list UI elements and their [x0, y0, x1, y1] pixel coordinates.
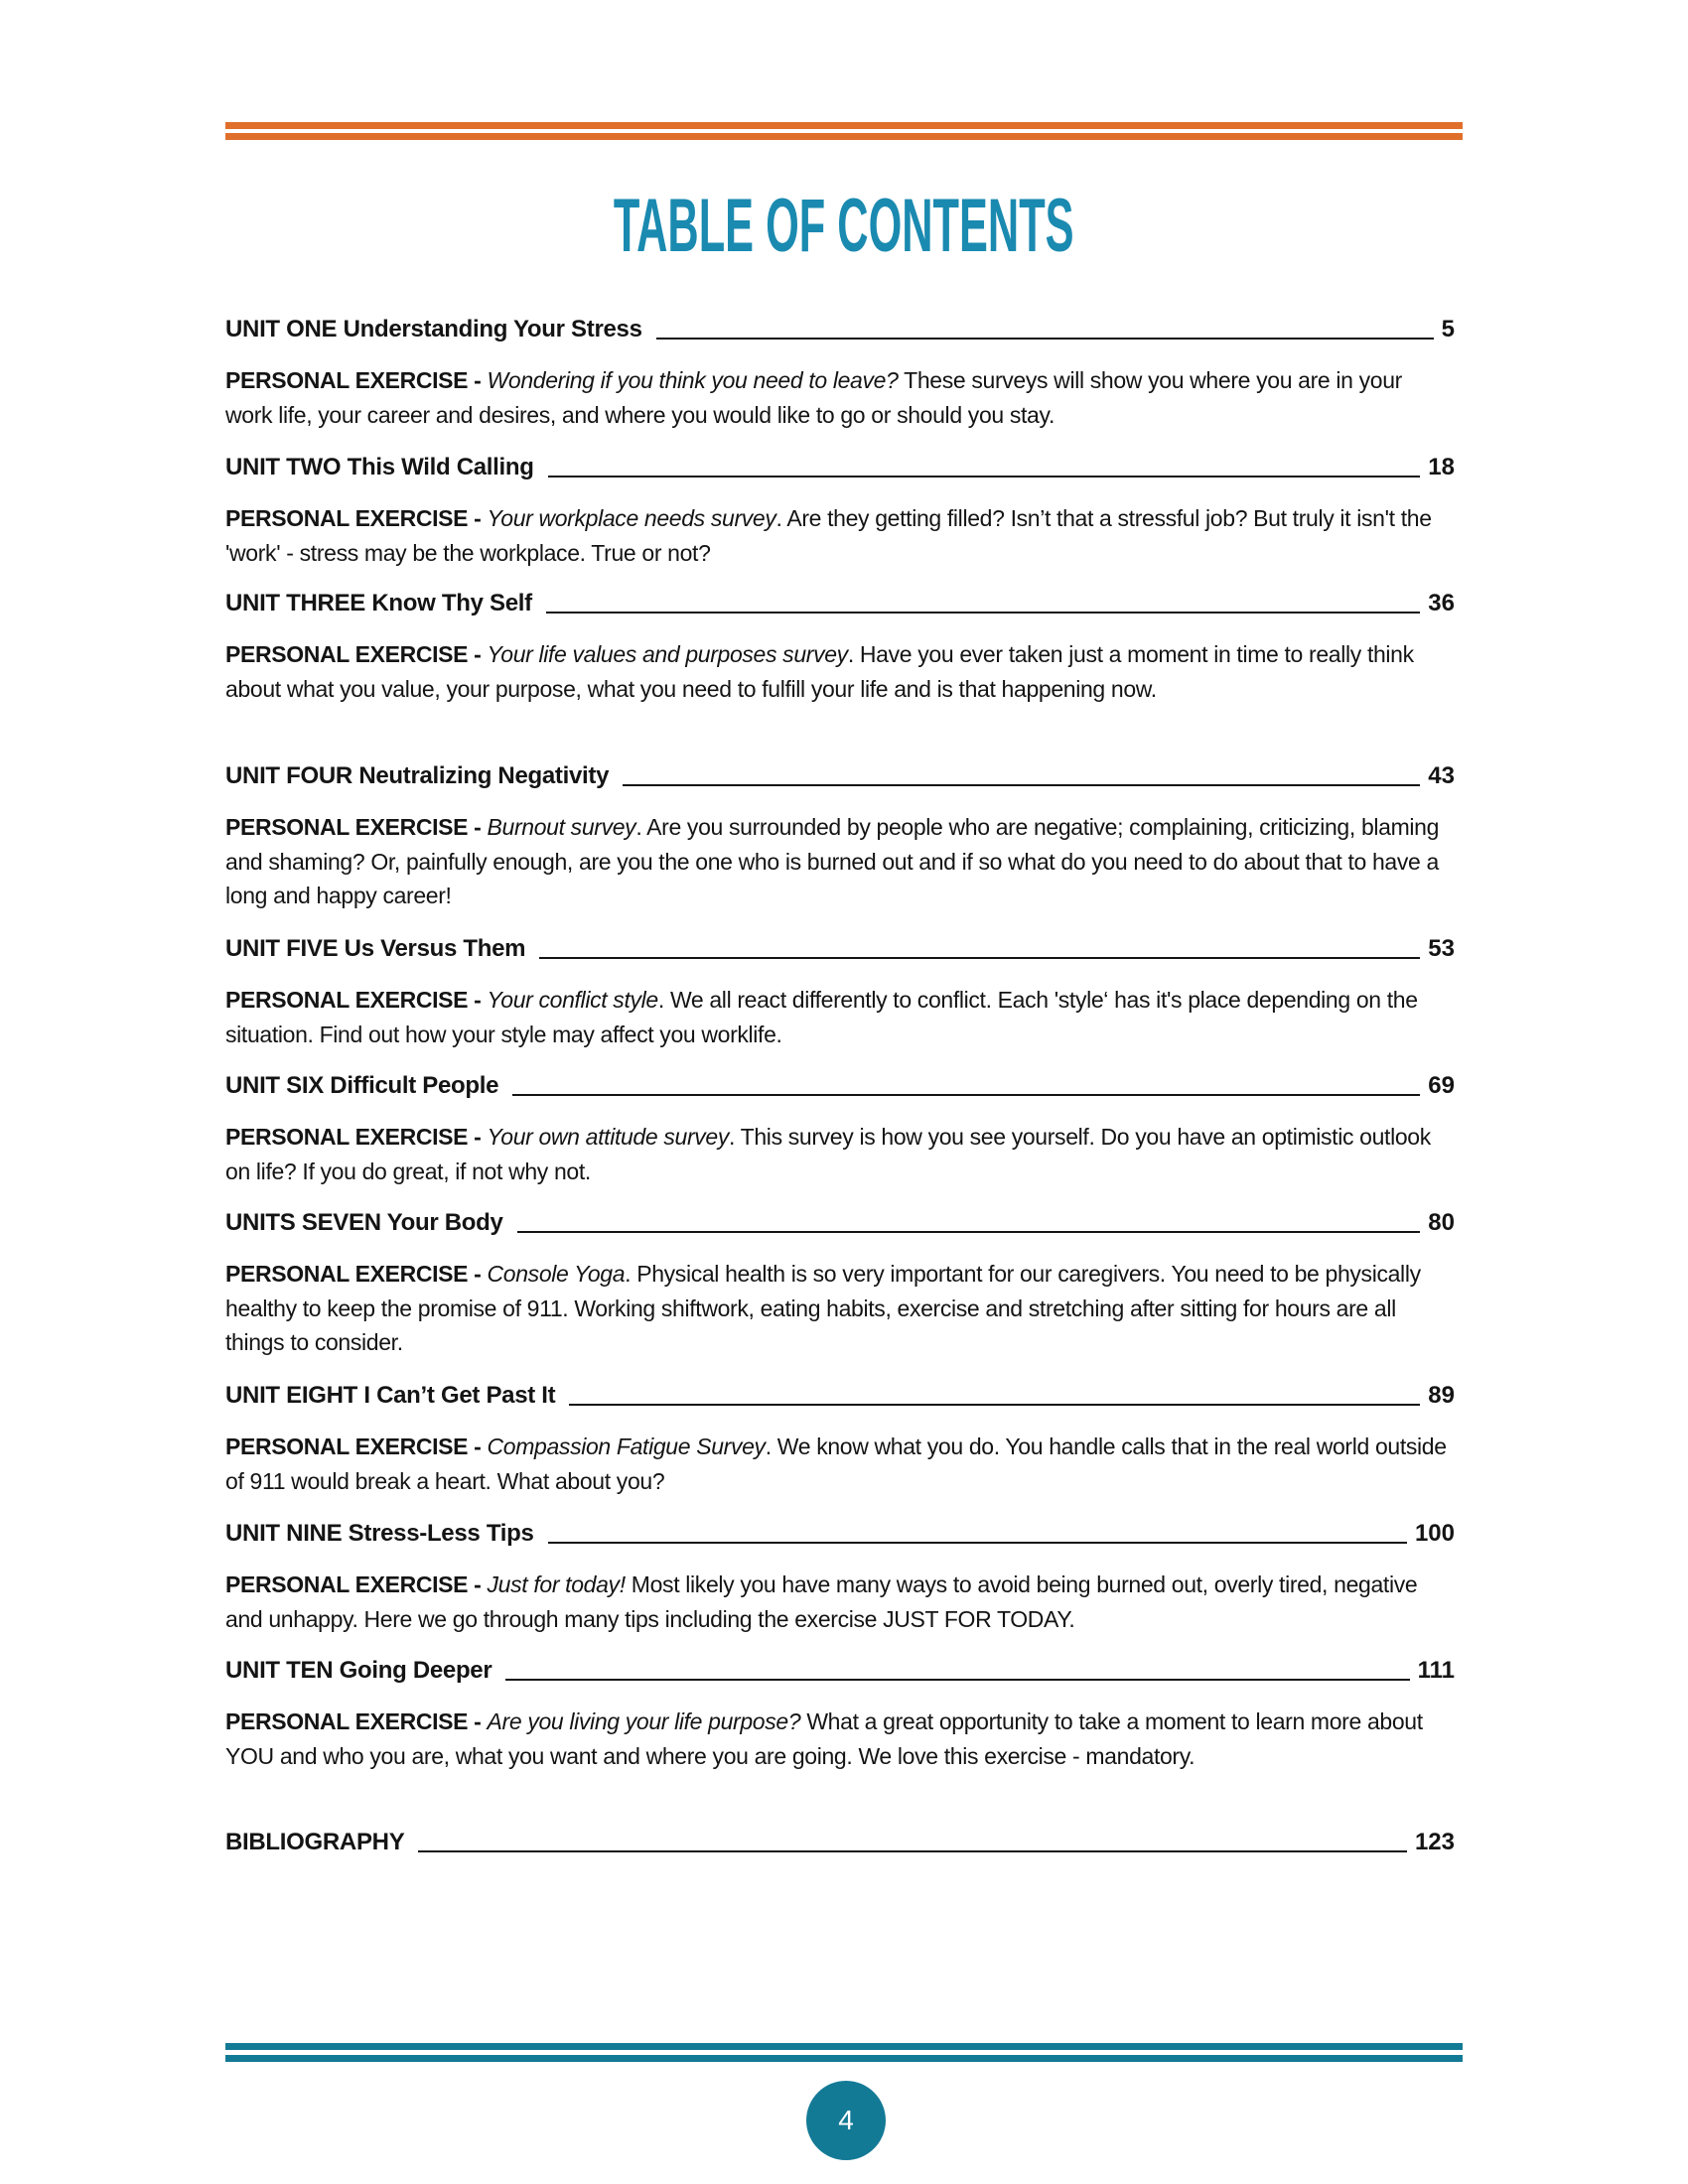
exercise-text: These surveys will show you where you are in your work life, your career and desires, and where you would like to go or should you stay. [225, 367, 1402, 428]
exercise-title: Your own attitude survey [487, 1124, 729, 1150]
toc-exercise-description [225, 1705, 1455, 1773]
toc-exercise-description [225, 1568, 1455, 1636]
toc-leader-line [517, 1231, 1421, 1233]
exercise-label: PERSONAL EXERCISE - [225, 1708, 488, 1734]
toc-page-number: 18 [1428, 454, 1455, 480]
toc-leader-line [656, 338, 1434, 340]
exercise-label: PERSONAL EXERCISE - [225, 1571, 488, 1597]
exercise-label: PERSONAL EXERCISE - [225, 505, 488, 531]
toc-exercise-description [225, 1430, 1455, 1498]
toc-entry [225, 1069, 1455, 1188]
toc-exercise-description [225, 637, 1455, 706]
exercise-label: PERSONAL EXERCISE - [225, 367, 488, 393]
toc-heading-row[interactable] [225, 1826, 1455, 1859]
exercise-label: PERSONAL EXERCISE - [225, 814, 488, 840]
exercise-label: PERSONAL EXERCISE - [225, 987, 488, 1013]
toc-heading-row[interactable] [225, 1517, 1455, 1551]
toc-heading-row[interactable] [225, 313, 1455, 346]
toc-exercise-description [225, 983, 1455, 1051]
toc-leader-line [548, 1542, 1407, 1544]
exercise-text: . We all react differently to conflict. Each 'style‘ has it's place depending on the situation. Find out how your style may affect you worklife. [225, 987, 1418, 1047]
toc-entry [225, 1379, 1455, 1498]
toc-heading-row[interactable] [225, 587, 1455, 620]
toc-entry [225, 1654, 1455, 1773]
toc-heading-row[interactable] [225, 1654, 1455, 1688]
toc-page-number: 5 [1441, 316, 1455, 342]
exercise-title: Your life values and purposes survey [487, 641, 848, 667]
toc-entry [225, 1826, 1455, 1859]
exercise-text: What a great opportunity to take a moment to learn more about YOU and who you are, what you want and where you are going. We love this exercise - mandatory. [225, 1708, 1423, 1769]
toc-leader-line [548, 476, 1421, 478]
toc-heading-row[interactable] [225, 1206, 1455, 1240]
toc-entry [225, 932, 1455, 1051]
page-number-badge [806, 2081, 886, 2160]
exercise-text: . Are they getting filled? Isn’t that a stressful job? But truly it isn't the 'work' - stress may be the workplace. True or not? [225, 505, 1432, 566]
exercise-title: Just for today! [487, 1571, 626, 1597]
toc-page-number: 100 [1414, 1520, 1455, 1547]
toc-heading[interactable]: UNIT NINE Stress-Less Tips [225, 1520, 534, 1547]
toc-heading[interactable]: UNIT EIGHT I Can’t Get Past It [225, 1382, 556, 1409]
toc-heading[interactable]: UNITS SEVEN Your Body [225, 1209, 503, 1236]
toc-exercise-description [225, 1257, 1455, 1360]
top-rule-2 [225, 133, 1463, 140]
exercise-text: . Have you ever taken just a moment in time to really think about what you value, your purpose, what you need to fulfill your life and is that happening now. [225, 641, 1414, 702]
toc-heading[interactable]: UNIT FOUR Neutralizing Negativity [225, 762, 610, 789]
exercise-title: Your workplace needs survey [487, 505, 776, 531]
toc-page-number: 89 [1428, 1382, 1455, 1409]
exercise-title: Compassion Fatigue Survey [487, 1433, 766, 1459]
exercise-text: Most likely you have many ways to avoid being burned out, overly tired, negative and unhappy. Here we go through many tips including the exercise JUST FOR TODAY. [225, 1571, 1418, 1632]
exercise-label: PERSONAL EXERCISE - [225, 1261, 488, 1287]
exercise-text: . Physical health is so very important for our caregivers. You need to be physically healthy to keep the promise of 911. Working shiftwork, eating habits, exercise and stretching after sitting for hours are all things to consider. [225, 1261, 1421, 1356]
toc-entry [225, 1517, 1455, 1636]
page-title-wrap [0, 184, 1688, 268]
exercise-title: Your conflict style [487, 987, 658, 1013]
toc-heading[interactable]: BIBLIOGRAPHY [225, 1829, 405, 1855]
exercise-label: PERSONAL EXERCISE - [225, 1433, 488, 1459]
toc-entry [225, 451, 1455, 570]
exercise-text: . Are you surrounded by people who are negative; complaining, criticizing, blaming and shaming? Or, painfully enough, are you the one who is burned out and if so what do you need to do about that to have a long and happy career! [225, 814, 1440, 909]
bottom-rule-1 [225, 2043, 1463, 2050]
toc-page-number: 111 [1417, 1657, 1455, 1684]
exercise-text: . This survey is how you see yourself. Do you have an optimistic outlook on life? If you do great, if not why not. [225, 1124, 1431, 1184]
toc-heading-row[interactable] [225, 932, 1455, 966]
toc-leader-line [623, 784, 1420, 786]
toc-leader-line [418, 1850, 1407, 1852]
toc-heading-row[interactable] [225, 451, 1455, 484]
toc-page-number: 36 [1428, 590, 1455, 616]
page-number: 4 [838, 2105, 854, 2135]
toc-exercise-description [225, 501, 1455, 570]
toc-heading-row[interactable] [225, 1069, 1455, 1103]
toc-page-number: 69 [1428, 1072, 1455, 1099]
toc-page-number: 123 [1414, 1829, 1455, 1855]
exercise-text: . We know what you do. You handle calls that in the real world outside of 911 would break a heart. What about you? [225, 1433, 1447, 1494]
toc-entry [225, 587, 1455, 706]
toc-exercise-description [225, 810, 1455, 913]
exercise-title: Wondering if you think you need to leave? [487, 367, 899, 393]
toc-page-number: 43 [1428, 762, 1455, 789]
toc-leader-line [505, 1679, 1409, 1681]
page-title: TABLE OF CONTENTS [614, 184, 1074, 268]
toc-heading-row[interactable] [225, 1379, 1455, 1413]
exercise-label: PERSONAL EXERCISE - [225, 1124, 488, 1150]
toc-page-number: 53 [1428, 935, 1455, 962]
exercise-title: Are you living your life purpose? [487, 1708, 801, 1734]
toc-heading-row[interactable] [225, 759, 1455, 793]
toc-heading[interactable]: UNIT SIX Difficult People [225, 1072, 499, 1099]
toc-exercise-description [225, 363, 1455, 432]
exercise-label: PERSONAL EXERCISE - [225, 641, 488, 667]
toc-exercise-description [225, 1120, 1455, 1188]
toc-entry [225, 1206, 1455, 1360]
top-rule-1 [225, 122, 1463, 129]
toc-leader-line [539, 957, 1420, 959]
toc-entry [225, 313, 1455, 432]
toc-heading[interactable]: UNIT ONE Understanding Your Stress [225, 316, 642, 342]
toc-leader-line [546, 612, 1420, 614]
exercise-title: Console Yoga [487, 1261, 626, 1287]
bottom-rule-2 [225, 2055, 1463, 2062]
toc-heading[interactable]: UNIT TWO This Wild Calling [225, 454, 534, 480]
toc-heading[interactable]: UNIT THREE Know Thy Self [225, 590, 532, 616]
toc-heading[interactable]: UNIT TEN Going Deeper [225, 1657, 492, 1684]
toc-leader-line [512, 1094, 1420, 1096]
exercise-title: Burnout survey [487, 814, 636, 840]
toc-page-number: 80 [1428, 1209, 1455, 1236]
toc-leader-line [569, 1404, 1420, 1406]
toc-entry [225, 759, 1455, 913]
toc-heading[interactable]: UNIT FIVE Us Versus Them [225, 935, 526, 962]
